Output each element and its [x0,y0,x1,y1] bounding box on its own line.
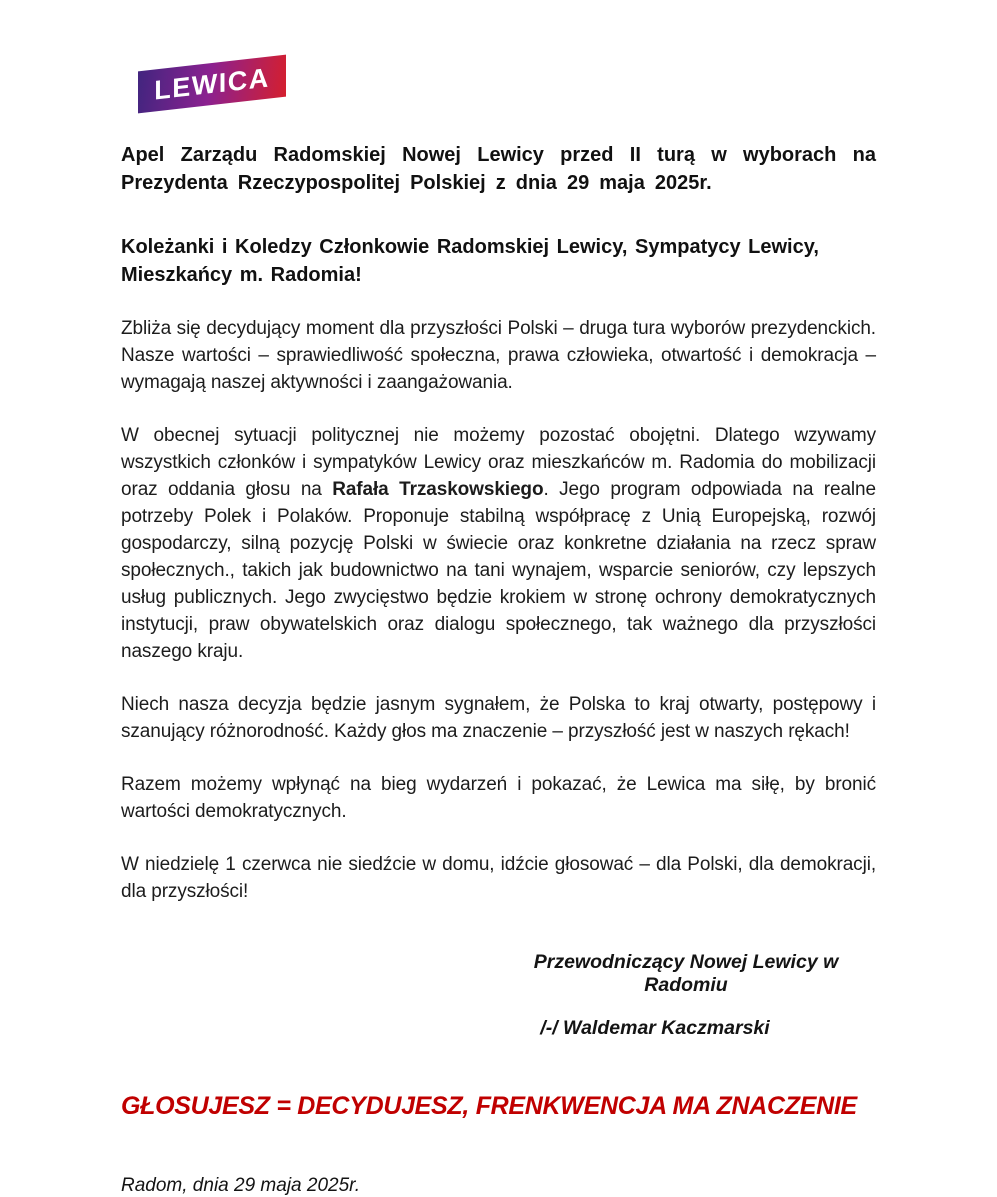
lewica-logo-text: LEWICA [154,61,270,106]
letter-salutation: Koleżanki i Koledzy Członkowie Radomskiej Lewicy, Sympatycy Lewicy, Mieszkańcy m. Radomia! [121,236,819,286]
dateline: Radom, dnia 29 maja 2025r. [121,1175,361,1196]
paragraph-appeal-before: W obecnej sytuacji politycznej nie możemy pozostać obojętni. Dlatego wzywamy wszystkich członków i sympatyków Lewicy oraz mieszkańców m. Radomia do mobilizacji oraz oddania głosu na [121,425,876,500]
signature-role: Przewodniczący Nowej Lewicy w Radomiu [533,951,839,996]
paragraph-signal: Niech nasza decyzja będzie jasnym sygnałem, że Polska to kraj otwarty, postępowy i szanujący różnorodność. Każdy głos ma znaczenie – przyszłość jest w naszych rękach! [121,694,876,742]
paragraph-intro: Zbliża się decydujący moment dla przyszłości Polski – druga tura wyborów prezydenckich. Nasze wartości – sprawiedliwość społeczna, prawa człowieka, otwartość i demokracja – wymagają naszej aktywności i zaangażowania. [121,318,876,393]
lewica-logo [138,55,286,114]
paragraph-call-to-vote: W niedzielę 1 czerwca nie siedźcie w domu, idźcie głosować – dla Polski, dla demokracji, dla przyszłości! [121,854,876,902]
letter-title: Apel Zarządu Radomskiej Nowej Lewicy przed II turą w wyborach na Prezydenta Rzeczypospolitej Polskiej z dnia 29 maja 2025r. [121,144,876,194]
signature-name: /-/ Waldemar Kaczmarski [540,1017,770,1039]
paragraph-together: Razem możemy wpłynąć na bieg wydarzeń i pokazać, że Lewica ma siłę, by bronić wartości demokratycznych. [121,774,876,822]
candidate-name: Rafała Trzaskowskiego [332,479,544,500]
paragraph-appeal-after: . Jego program odpowiada na realne potrzeby Polek i Polaków. Proponuje stabilną współpracę z Unią Europejską, rozwój gospodarczy, silną pozycję Polski w świecie oraz konkretne działania na rzecz spraw społecznych., takich jak budownictwo na tani wynajem, wsparcie seniorów, czy lepszych usług publicznych. Jego zwycięstwo będzie krokiem w stronę ochrony demokratycznych instytucji, praw obywatelskich oraz dialogu społecznego, tak ważnego dla przyszłości naszego kraju. [121,479,876,662]
letter-content [121,63,876,1197]
paragraph-appeal [121,422,876,665]
signature-block [121,951,876,1040]
slogan: GŁOSUJESZ = DECYDUJESZ, FRENKWENCJA MA ZNACZENIE [121,1092,857,1120]
